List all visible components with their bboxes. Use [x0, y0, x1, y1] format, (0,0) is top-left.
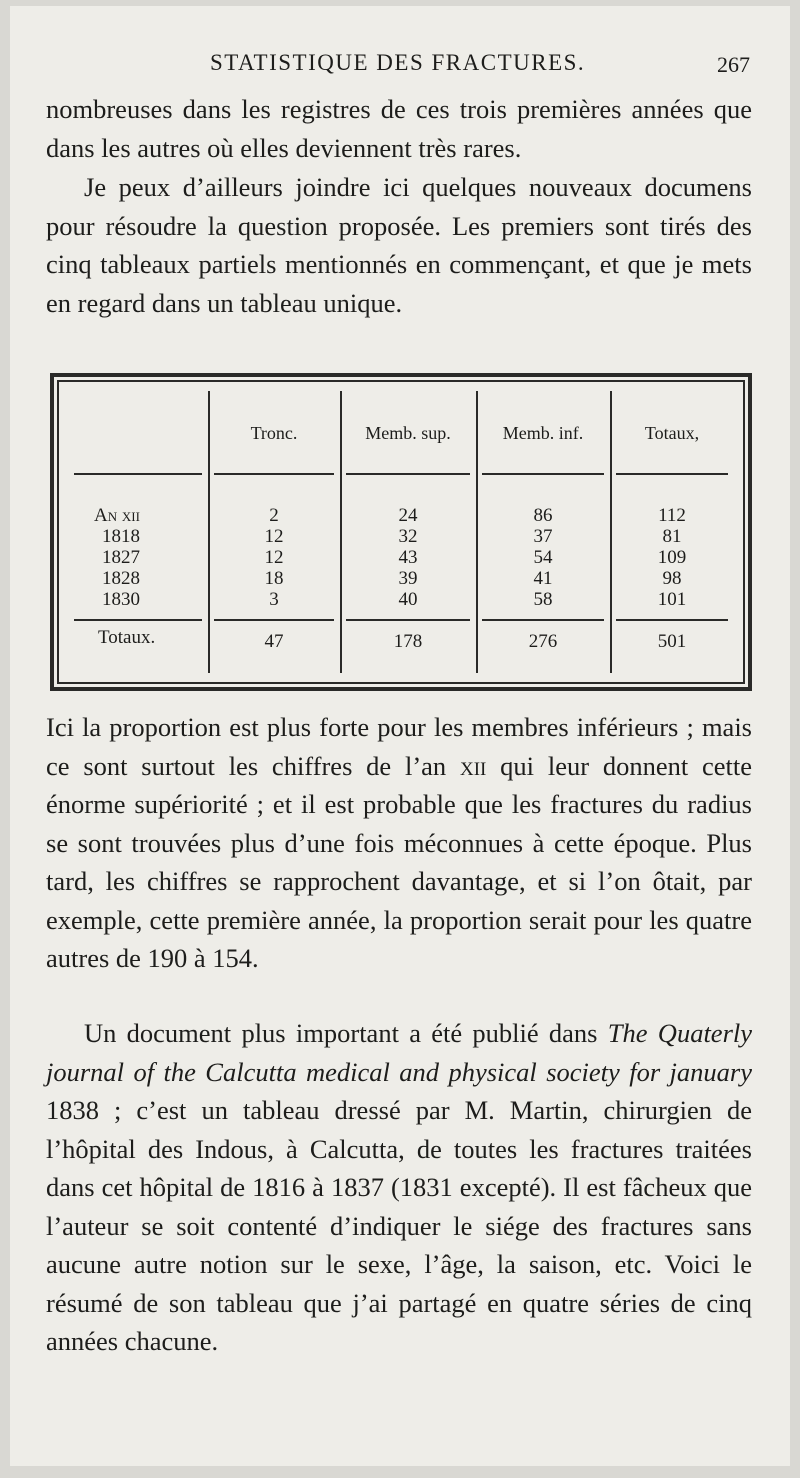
table-cell: 112	[658, 505, 686, 526]
table-total-cell: 178	[393, 631, 423, 652]
table-row-label: 1818	[102, 526, 140, 547]
page-number: 267	[717, 52, 750, 77]
fracture-table-frame	[50, 373, 752, 691]
table-cell: 40	[398, 589, 418, 610]
table-cell: 41	[533, 568, 553, 589]
paragraph-proportion	[46, 708, 752, 978]
table-cell: 101	[657, 589, 687, 610]
table-total-cell: 276	[528, 631, 558, 652]
table-header-cell: Totaux,	[644, 423, 700, 443]
table-cell: 98	[662, 568, 682, 589]
table-header-rule	[346, 473, 470, 475]
table-totals-rule	[346, 619, 470, 621]
table-cell: 3	[269, 589, 279, 610]
table-totals-rule	[616, 619, 728, 621]
table-totals-rule	[482, 619, 604, 621]
table-row-label: 1828	[102, 568, 140, 589]
fracture-table	[68, 391, 734, 673]
paragraph-text: 1838 ; c’est un tableau dressé par M. Martin, chirurgien de l’hôpital des Indous, à Calcutta, de toutes les fractures traitées dans cet hôpital de 1816 à 1837 (1831 excepté). Il est fâcheux que l’auteur se soit contenté d’indiquer le siége des fractures sans aucune autre notion sur le sexe, l’âge, la saison, etc. Voici le résumé de son tableau que j’ai partagé en quatre séries de cinq années chacune.	[46, 1095, 752, 1356]
table-cell: 109	[657, 547, 687, 568]
table-header-rule	[616, 473, 728, 475]
paragraph-text: Un document plus important a été publié dans	[84, 1018, 608, 1048]
table-cell: 2	[269, 505, 279, 526]
running-head	[50, 50, 750, 82]
table-header-rule	[74, 473, 202, 475]
table-totals-rule	[74, 619, 202, 621]
paragraph-documents: Je peux d’ailleurs joindre ici quelques nouveaux documens pour résoudre la question proposée. Les premiers sont tirés des cinq tableaux partiels mentionnés en commençant, et que je mets en regard dans un tableau unique.	[46, 172, 752, 318]
journal-title: The Quaterly journal of the Calcutta medical and physical society for january	[46, 1018, 753, 1087]
table-cell: 18	[264, 568, 284, 589]
table-cell: 12	[264, 547, 284, 568]
table-cell: 43	[398, 547, 418, 568]
running-head-title: STATISTIQUE DES FRACTURES.	[210, 50, 586, 75]
table-cell: 81	[662, 526, 682, 547]
book-page	[10, 6, 790, 1466]
table-cell: 86	[533, 505, 553, 526]
table-header-cell: Memb. sup.	[365, 423, 451, 443]
table-cell: 24	[398, 505, 418, 526]
table-row-label: 1830	[102, 589, 140, 610]
paragraph-text-small-caps: xii	[459, 750, 487, 781]
table-totals-label: Totaux.	[98, 627, 156, 648]
table-cell: 37	[533, 526, 553, 547]
table-header-cell: Tronc.	[250, 423, 298, 443]
table-totals-rule	[214, 619, 334, 621]
paragraph-continuation: nombreuses dans les registres de ces trois premières années que dans les autres où elles deviennent très rares.	[46, 94, 752, 163]
table-cell: 12	[264, 526, 284, 547]
table-row-label: An xii	[94, 505, 140, 526]
table-header-rule	[214, 473, 334, 475]
table-cell: 54	[533, 547, 553, 568]
table-row-label: 1827	[102, 547, 140, 568]
table-cell: 58	[533, 589, 553, 610]
table-total-cell: 501	[657, 631, 687, 652]
paragraph-calcutta	[46, 1014, 752, 1361]
table-cell: 32	[398, 526, 418, 547]
table-cell: 39	[398, 568, 418, 589]
paragraph-text: qui leur donnent cette énorme supériorité ; et il est probable que les fractures du radius se sont trouvées plus d’une fois méconnues à cette époque. Plus tard, les chiffres se rapprochent davantage, et si l’on ôtait, par exemple, cette première année, la proportion serait pour les quatre autres de 190 à 154.	[46, 750, 753, 973]
table-total-cell: 47	[264, 631, 284, 652]
table-header-rule	[482, 473, 604, 475]
table-header-cell: Memb. inf.	[502, 423, 584, 443]
paragraph-text: Ici la proportion est plus forte pour les membres inférieurs ; mais ce sont surtout les chiffres de l’an	[46, 712, 752, 781]
